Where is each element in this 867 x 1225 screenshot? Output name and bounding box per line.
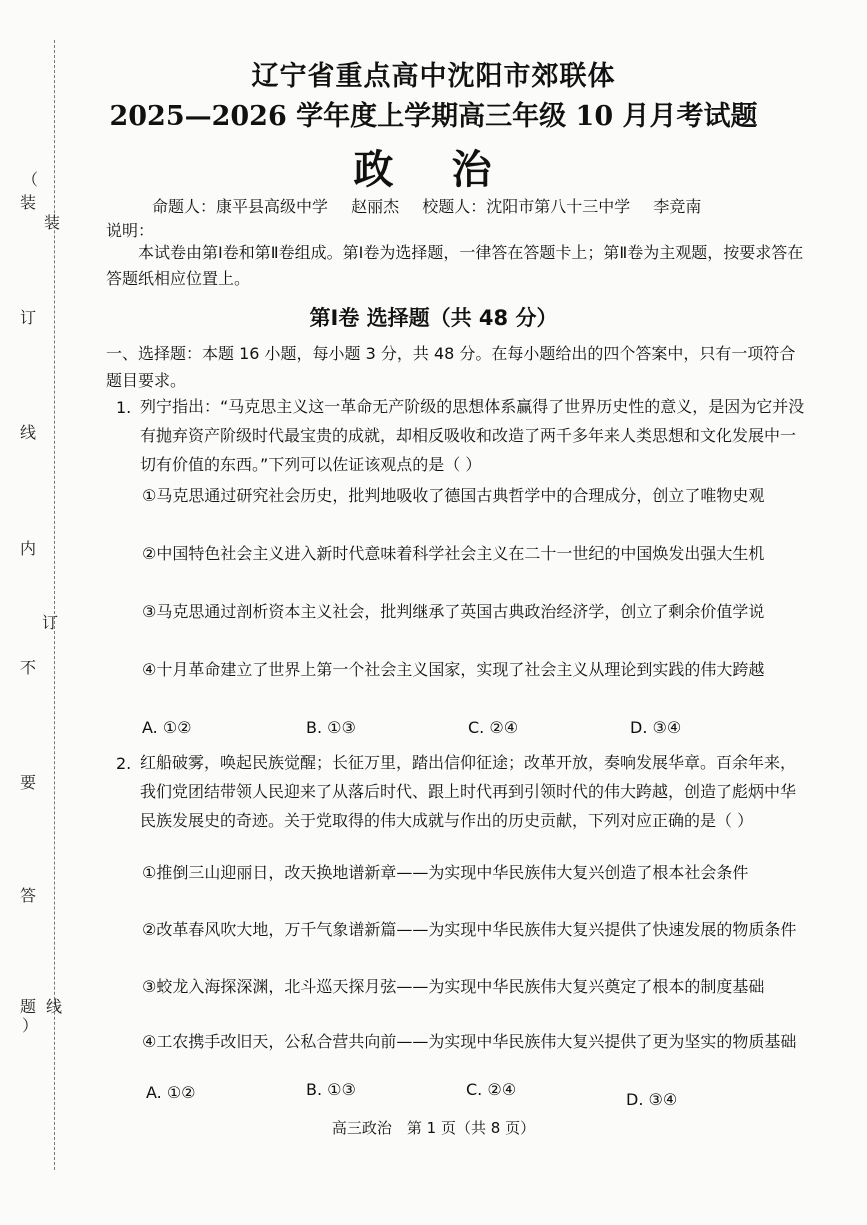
question-1-option-3: ③马克思通过剖析资本主义社会，批判继承了英国古典政治经济学，创立了剩余价值学说: [142, 602, 765, 621]
question-1-stem: 列宁指出：“马克思主义这一革命无产阶级的思想体系赢得了世界历史性的意义，是因为它并没有抛弃资产阶级时代最宝贵的成就，却相反吸收和改造了两千多年来人类思想和文化发展中一切有价值的东西。”下列可以佐证该观点的是（ ）: [140, 397, 805, 474]
question-2-choice-a: A. ①②: [146, 1083, 196, 1102]
notes-text: 本试卷由第Ⅰ卷和第Ⅱ卷组成。第Ⅰ卷为选择题，一律答在答题卡上；第Ⅱ卷为主观题，按要求答在答题纸相应位置上。: [106, 243, 804, 288]
question-1-choice-d: D. ③④: [630, 718, 682, 737]
question-2-number: 2.: [116, 754, 132, 773]
authors-line: [152, 194, 719, 217]
question-2-choice-b: B. ①③: [306, 1080, 356, 1099]
checker-label: 校题人：沈阳市第八十三中学: [422, 197, 631, 216]
question-2-stem: 红船破雾，唤起民族觉醒；长征万里，踏出信仰征途；改革开放，奏响发展华章。百余年来，我们党团结带领人民迎来了从落后时代、跟上时代再到引领时代的伟大跨越，创造了彪炳中华民族发展史的奇迹。关于党取得的伟大成就与作出的历史贡献，下列对应正确的是（ ）: [140, 753, 797, 830]
question-2-choice-d: D. ③④: [626, 1090, 678, 1109]
margin-char-nei: 内: [20, 539, 37, 558]
margin-char-zhuang: 装: [20, 193, 37, 212]
margin-inner-xian: 线: [46, 997, 63, 1016]
margin-char-da: 答: [20, 886, 37, 905]
margin-char-yao: 要: [20, 773, 37, 792]
question-1-choice-b: B. ①③: [306, 718, 356, 737]
exam-title-line2: 2025—2026 学年度上学期高三年级 10 月月考试题: [109, 101, 758, 132]
question-1-option-4: ④十月革命建立了世界上第一个社会主义国家，实现了社会主义从理论到实践的伟大跨越: [142, 660, 765, 679]
question-1-option-1: ①马克思通过研究社会历史，批判地吸收了德国古典哲学中的合理成分，创立了唯物史观: [142, 486, 765, 505]
checker-name: 李竞南: [653, 197, 702, 216]
margin-char-ding: 订: [20, 308, 37, 327]
subject-title: 政 治: [353, 146, 514, 193]
margin-inner-zhuang: 装: [44, 213, 61, 232]
margin-char-ti: 题: [20, 997, 37, 1016]
exam-title-line1: 辽宁省重点高中沈阳市郊联体: [251, 61, 616, 92]
margin-char-xian: 线: [20, 423, 37, 442]
question-2-option-4: ④工农携手改旧天，公私合营共向前——为实现中华民族伟大复兴提供了更为坚实的物质基础: [142, 1032, 797, 1051]
question-1-option-2: ②中国特色社会主义进入新时代意味着科学社会主义在二十一世纪的中国焕发出强大生机: [142, 544, 765, 563]
question-2-option-3: ③蛟龙入海探深渊，北斗巡天探月弦——为实现中华民族伟大复兴奠定了根本的制度基础: [142, 977, 765, 996]
question-2-choice-c: C. ②④: [466, 1080, 517, 1099]
page-footer: 高三政治 第 1 页（共 8 页）: [331, 1119, 536, 1137]
setter-label: 命题人：康平县高级中学: [152, 197, 329, 216]
question-1-choice-a: A. ①②: [142, 718, 192, 737]
margin-char-bu: 不: [20, 658, 37, 677]
question-1-choice-c: C. ②④: [468, 718, 519, 737]
question-1-number: 1.: [116, 398, 132, 417]
question-2-option-1: ①推倒三山迎丽日，改天换地谱新章——为实现中华民族伟大复兴创造了根本社会条件: [142, 863, 749, 882]
margin-char-close-paren: ）: [22, 1016, 39, 1035]
margin-inner-ding: 订: [42, 613, 59, 632]
question-2-option-2: ②改革春风吹大地，万千气象谱新篇——为实现中华民族伟大复兴提供了快速发展的物质条件: [142, 920, 797, 939]
setter-name: 赵丽杰: [351, 197, 400, 216]
section-title: 第Ⅰ卷 选择题（共 48 分）: [309, 306, 558, 330]
notes-label: 说明：: [106, 221, 155, 240]
margin-char-open-paren: （: [22, 170, 39, 189]
section-intro: 一、选择题：本题 16 小题，每小题 3 分，共 48 分。在每小题给出的四个答案中，只有一项符合题目要求。: [106, 344, 796, 390]
